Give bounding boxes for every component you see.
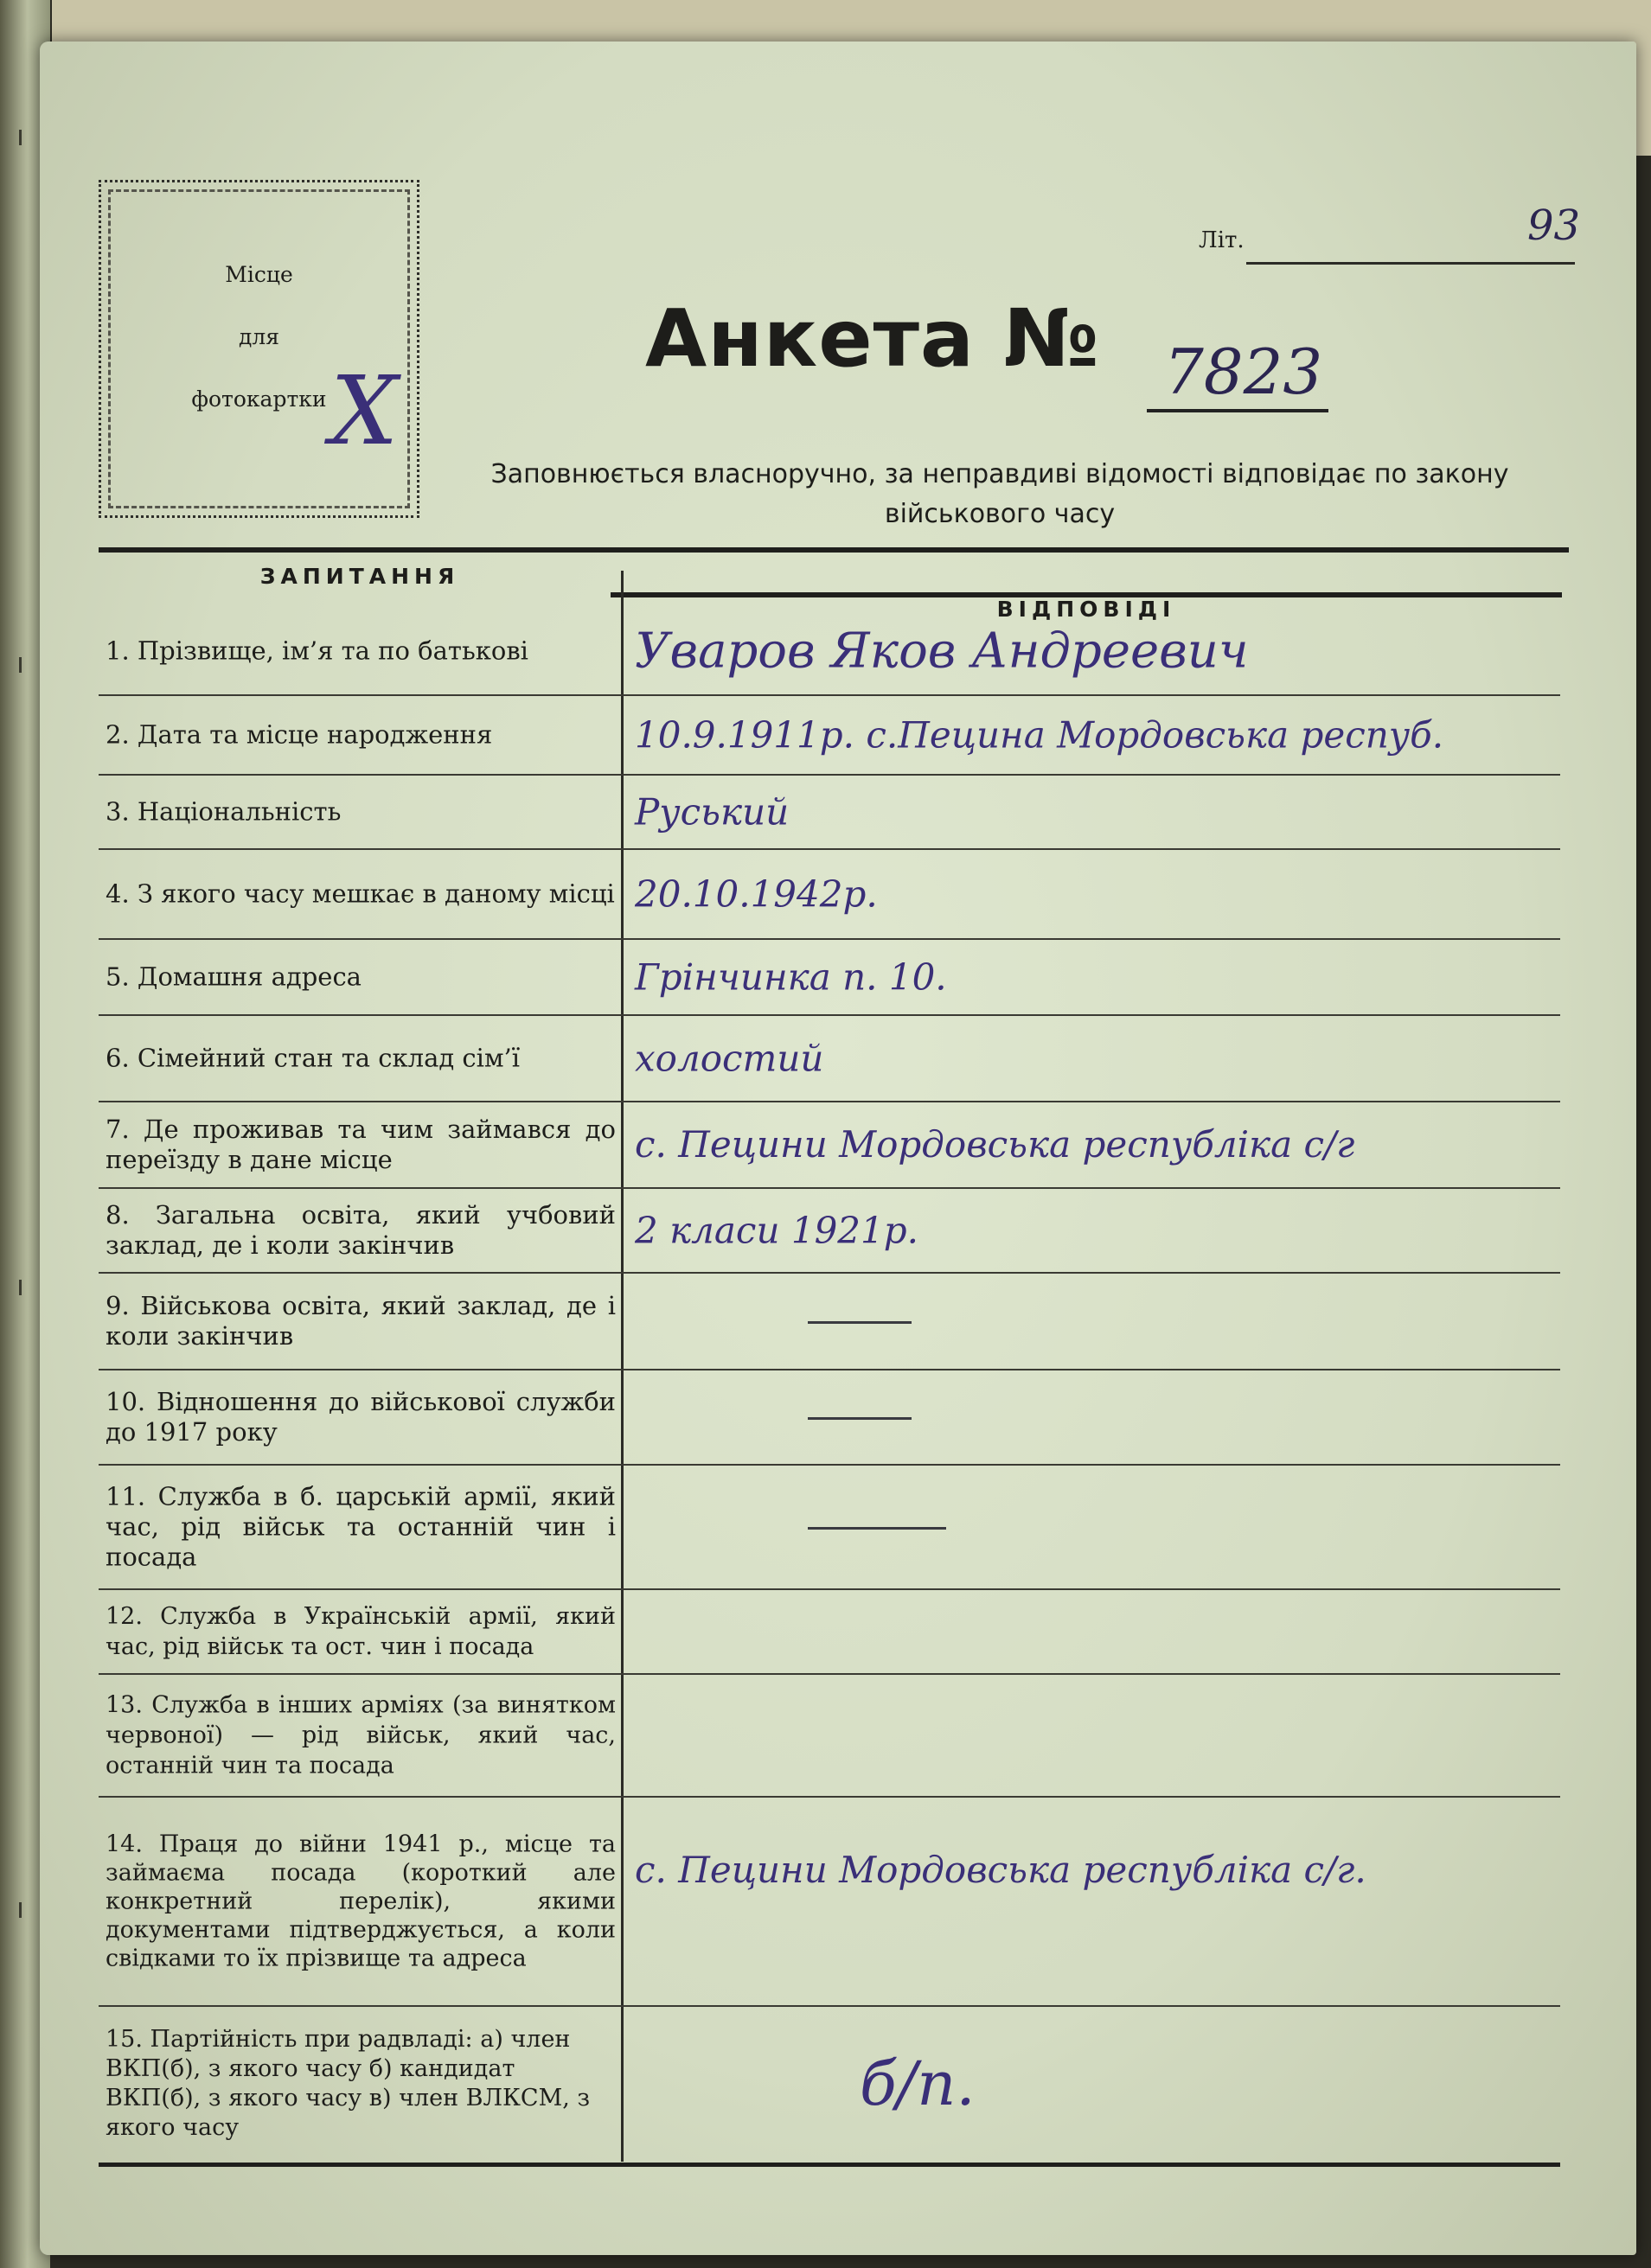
- form-row: [99, 1370, 1560, 1466]
- form-row: [99, 608, 1560, 696]
- empty-answer-dash: [808, 1417, 912, 1420]
- question-label: 3. Національність: [106, 796, 342, 827]
- answer-handwritten: холостий: [635, 1037, 824, 1080]
- questionnaire-sheet: [40, 42, 1636, 2255]
- form-row: [99, 1798, 1560, 2007]
- answer-handwritten: 20.10.1942р.: [635, 872, 878, 916]
- instruction-text: Заповнюється власноручно, за неправдиві відомості відповідає по закону військового часу: [490, 459, 1509, 529]
- photo-cross-mark: X: [330, 355, 399, 466]
- question-label: 15. Партійність при радвладі: а) член ВКП(б), з якого часу б) кандидат ВКП(б), з якого часу в) член ВЛКСМ, з якого часу: [106, 2026, 591, 2141]
- header-rule: [99, 547, 1569, 553]
- question-label: 11. Служба в б. царській армії, який час, рід військ та останній чин і посада: [106, 1481, 616, 1572]
- question-label: 14. Праця до війни 1941 р., місце та займаєма посада (короткий але конкретний перелік), якими документами підтверджується, а коли свідками то їх прізвище та адреса: [106, 1830, 616, 1972]
- photo-label-line3: фотокартки: [191, 387, 327, 412]
- stitch-mark: [19, 1902, 30, 1918]
- stitch-mark: [19, 130, 30, 145]
- photo-label-line1: Місце: [225, 262, 293, 287]
- question-label: 1. Прізвище, ім’я та по батькові: [106, 636, 528, 666]
- form-number: 7823: [1164, 335, 1323, 408]
- form-row: [99, 1016, 1560, 1102]
- photo-label-line2: для: [238, 324, 280, 349]
- answer-handwritten: 10.9.1911р. с.Пецина Мордовська респуб.: [635, 713, 1444, 757]
- question-label: 7. Де проживав та чим займався до переїзду в дане місце: [106, 1115, 616, 1174]
- form-row: [99, 1675, 1560, 1798]
- form-row: [99, 1466, 1560, 1590]
- answer-handwritten: 2 класи 1921р.: [635, 1209, 918, 1252]
- answers-column-header: ВІДПОВІДІ: [996, 597, 1176, 622]
- question-label: 8. Загальна освіта, який учбовий заклад, де і коли закінчив: [106, 1200, 616, 1260]
- sheet-number: 93: [1527, 201, 1581, 250]
- form-row: [99, 696, 1560, 776]
- form-row: [99, 1274, 1560, 1370]
- empty-answer-dash: [808, 1321, 912, 1324]
- question-label: 12. Служба в Українській армії, який час, рід військ та ост. чин і посада: [106, 1603, 616, 1660]
- answer-handwritten: с. Пецини Мордовська республіка с/г.: [635, 1849, 1366, 1891]
- form-row: [99, 1189, 1560, 1274]
- question-label: 2. Дата та місце народження: [106, 719, 493, 750]
- form-row: [99, 1102, 1560, 1189]
- form-row: [99, 776, 1560, 850]
- page-title: Анкета №: [645, 292, 1100, 385]
- answer-handwritten: с. Пецини Мордовська республіка с/г: [635, 1123, 1355, 1166]
- question-label: 9. Військова освіта, який заклад, де і коли закінчив: [106, 1291, 616, 1351]
- stitch-mark: [19, 1280, 30, 1295]
- form-row: [99, 2007, 1560, 2161]
- question-label: 13. Служба в інших арміях (за винятком червоної) — рід військ, який час, останній чин та посада: [106, 1691, 616, 1779]
- answer-handwritten: Руський: [635, 790, 790, 834]
- photo-placeholder: [99, 180, 419, 518]
- question-label: 5. Домашня адреса: [106, 962, 362, 992]
- bottom-rule: [99, 2163, 1560, 2167]
- question-label: 10. Відношення до військової служби до 1917 року: [106, 1387, 616, 1447]
- form-number-line: [1147, 409, 1328, 412]
- answer-handwritten: б/п.: [860, 2048, 976, 2119]
- form-row: [99, 1590, 1560, 1675]
- lit-label: Літ.: [1199, 227, 1245, 253]
- lit-field-line: [1246, 262, 1575, 265]
- answer-handwritten: Грінчинка п. 10.: [635, 955, 947, 999]
- answer-handwritten: Уваров Яков Андреевич: [635, 623, 1249, 680]
- stitch-mark: [19, 657, 30, 673]
- empty-answer-dash: [808, 1527, 946, 1530]
- question-label: 4. З якого часу мешкає в даному місці: [106, 878, 615, 909]
- form-row: [99, 940, 1560, 1016]
- form-row: [99, 850, 1560, 940]
- questions-column-header: ЗАПИТАННЯ: [259, 564, 460, 589]
- question-label: 6. Сімейний стан та склад сім’ї: [106, 1043, 520, 1073]
